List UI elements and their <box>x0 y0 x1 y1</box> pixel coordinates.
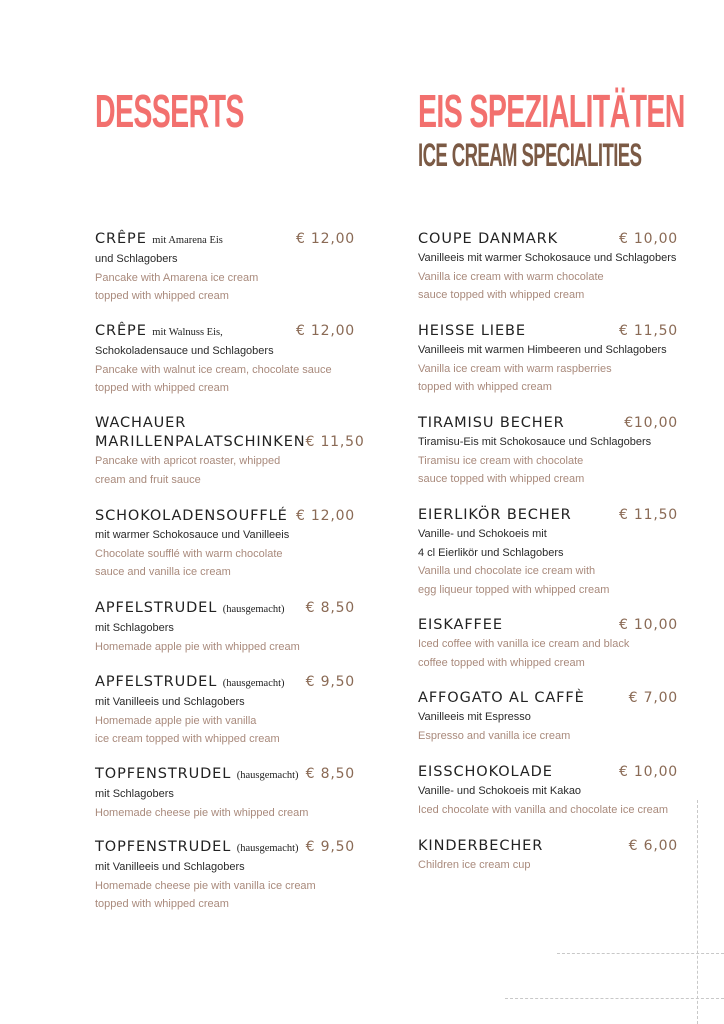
item-title-line2: MARILLENPALATSCHINKEN <box>95 434 306 450</box>
item-english: Homemade apple pie with vanilla <box>95 714 257 727</box>
item-german: Schokoladensauce und Schlagobers <box>95 345 274 357</box>
crop-mark-vertical <box>697 800 698 1024</box>
item-english: Iced coffee with vanilla ice cream and black <box>418 638 630 650</box>
item-price: € 10,00 <box>618 617 678 633</box>
item-english: Iced chocolate with vanilla and chocolate ice cream <box>418 803 669 816</box>
item-english: Espresso and vanilla ice cream <box>418 729 571 742</box>
item-title: COUPE DANMARK <box>418 231 559 247</box>
item-german: mit Vanilleeis und Schlagobers <box>95 861 245 873</box>
item-title: EIERLIKÖR BECHER <box>418 507 572 523</box>
item-german: Vanille- und Schokoeis mit <box>418 528 547 540</box>
item-price: € 12,00 <box>295 323 355 339</box>
item-german: Vanilleeis mit Espresso <box>418 711 531 723</box>
item-english: topped with whipped cream <box>95 898 229 910</box>
item-english: egg liqueur topped with whipped cream <box>418 583 610 596</box>
menu-item <box>418 414 678 489</box>
item-german: 4 cl Eierlikör und Schlagobers <box>418 546 564 559</box>
menu-item <box>418 322 678 397</box>
item-english: Homemade apple pie with whipped cream <box>95 640 300 653</box>
item-title: TOPFENSTRUDEL (hausgemacht) <box>95 766 299 782</box>
item-german: Vanille- und Schokoeis mit Kakao <box>418 785 582 797</box>
item-title: HEISSE LIEBE <box>418 323 526 339</box>
item-price: € 11,50 <box>618 323 678 339</box>
item-title: WACHAUER <box>95 415 187 431</box>
item-price: € 10,00 <box>618 764 678 780</box>
item-title: APFELSTRUDEL (hausgemacht) <box>95 674 285 690</box>
item-price: € 8,50 <box>305 766 355 782</box>
item-english: Vanilla ice cream with warm raspberries <box>418 362 612 375</box>
menu-item <box>418 506 678 599</box>
menu-item <box>95 599 355 656</box>
item-english: Pancake with Amarena ice cream <box>95 271 259 284</box>
item-english: Vanilla ice cream with warm chocolate <box>418 270 604 283</box>
menu-item <box>95 507 355 582</box>
item-title: TIRAMISU BECHER <box>418 415 565 431</box>
item-title: TOPFENSTRUDEL (hausgemacht) <box>95 839 299 855</box>
menu-item <box>418 689 678 745</box>
item-german: Tiramisu-Eis mit Schokosauce und Schlagobers <box>418 436 652 448</box>
item-title: CRÊPE mit Walnuss Eis, <box>95 323 223 339</box>
item-english: topped with whipped cream <box>95 290 229 302</box>
menu-item <box>95 765 355 822</box>
ice-cream-subheading: ICE CREAM SPECIALITIES <box>418 137 642 173</box>
item-english: topped with whipped cream <box>418 381 552 393</box>
item-title: EISKAFFEE <box>418 617 503 633</box>
item-price: € 6,00 <box>628 838 678 854</box>
item-price: € 11,50 <box>618 507 678 523</box>
menu-item <box>418 616 678 672</box>
menu-item <box>418 763 678 819</box>
item-title: SCHOKOLADENSOUFFLÉ <box>95 508 288 524</box>
item-english: topped with whipped cream <box>95 382 229 394</box>
item-english: Homemade cheese pie with vanilla ice cream <box>95 879 316 892</box>
item-german: mit Schlagobers <box>95 788 174 800</box>
item-english: Chocolate soufflé with warm chocolate <box>95 547 283 560</box>
item-english: sauce topped with whipped cream <box>418 473 585 485</box>
crop-mark-horizontal <box>505 998 724 999</box>
item-english: cream and fruit sauce <box>95 473 201 486</box>
item-price: € 9,50 <box>305 839 355 855</box>
item-price: €10,00 <box>624 415 678 431</box>
menu-item <box>95 230 355 306</box>
menu-item <box>418 837 678 875</box>
desserts-heading: DESSERTS <box>95 85 244 137</box>
item-price: € 7,00 <box>628 690 678 706</box>
item-price: € 9,50 <box>305 674 355 690</box>
item-price: € 8,50 <box>305 600 355 616</box>
item-english: sauce and vanilla ice cream <box>95 566 231 578</box>
item-title: APFELSTRUDEL (hausgemacht) <box>95 600 285 616</box>
item-german: Vanilleeis mit warmer Schokosauce und Schlagobers <box>418 252 677 264</box>
item-german: mit Schlagobers <box>95 622 174 634</box>
item-title: EISSCHOKOLADE <box>418 764 553 780</box>
menu-item <box>95 838 355 914</box>
item-english: coffee topped with whipped cream <box>418 656 585 669</box>
item-english: Pancake with apricot roaster, whipped <box>95 455 281 467</box>
item-price: € 11,50 <box>305 434 365 450</box>
item-price: € 12,00 <box>295 508 355 524</box>
item-english: ice cream topped with whipped cream <box>95 733 280 745</box>
item-price: € 12,00 <box>295 231 355 247</box>
item-german: Vanilleeis mit warmen Himbeeren und Schlagobers <box>418 344 667 356</box>
item-title: KINDERBECHER <box>418 838 544 854</box>
item-title: CRÊPE mit Amarena Eis <box>95 231 223 247</box>
item-english: Children ice cream cup <box>418 859 531 871</box>
item-title: AFFOGATO AL CAFFÈ <box>418 690 585 706</box>
ice-cream-heading: EIS SPEZIALITÄTEN <box>418 85 685 137</box>
menu-item <box>95 322 355 398</box>
item-german: mit Vanilleeis und Schlagobers <box>95 696 245 708</box>
item-english: Pancake with walnut ice cream, chocolate sauce <box>95 363 332 376</box>
item-english: Homemade cheese pie with whipped cream <box>95 806 309 819</box>
item-english: Tiramisu ice cream with chocolate <box>418 454 584 467</box>
crop-mark-horizontal <box>557 953 724 954</box>
menu-item <box>418 230 678 305</box>
menu-item <box>95 673 355 749</box>
item-price: € 10,00 <box>618 231 678 247</box>
menu-item <box>95 414 365 489</box>
item-german: und Schlagobers <box>95 253 178 265</box>
item-german: mit warmer Schokosauce und Vanilleeis <box>95 529 290 541</box>
item-english: sauce topped with whipped cream <box>418 289 585 301</box>
item-english: Vanilla und chocolate ice cream with <box>418 565 596 577</box>
